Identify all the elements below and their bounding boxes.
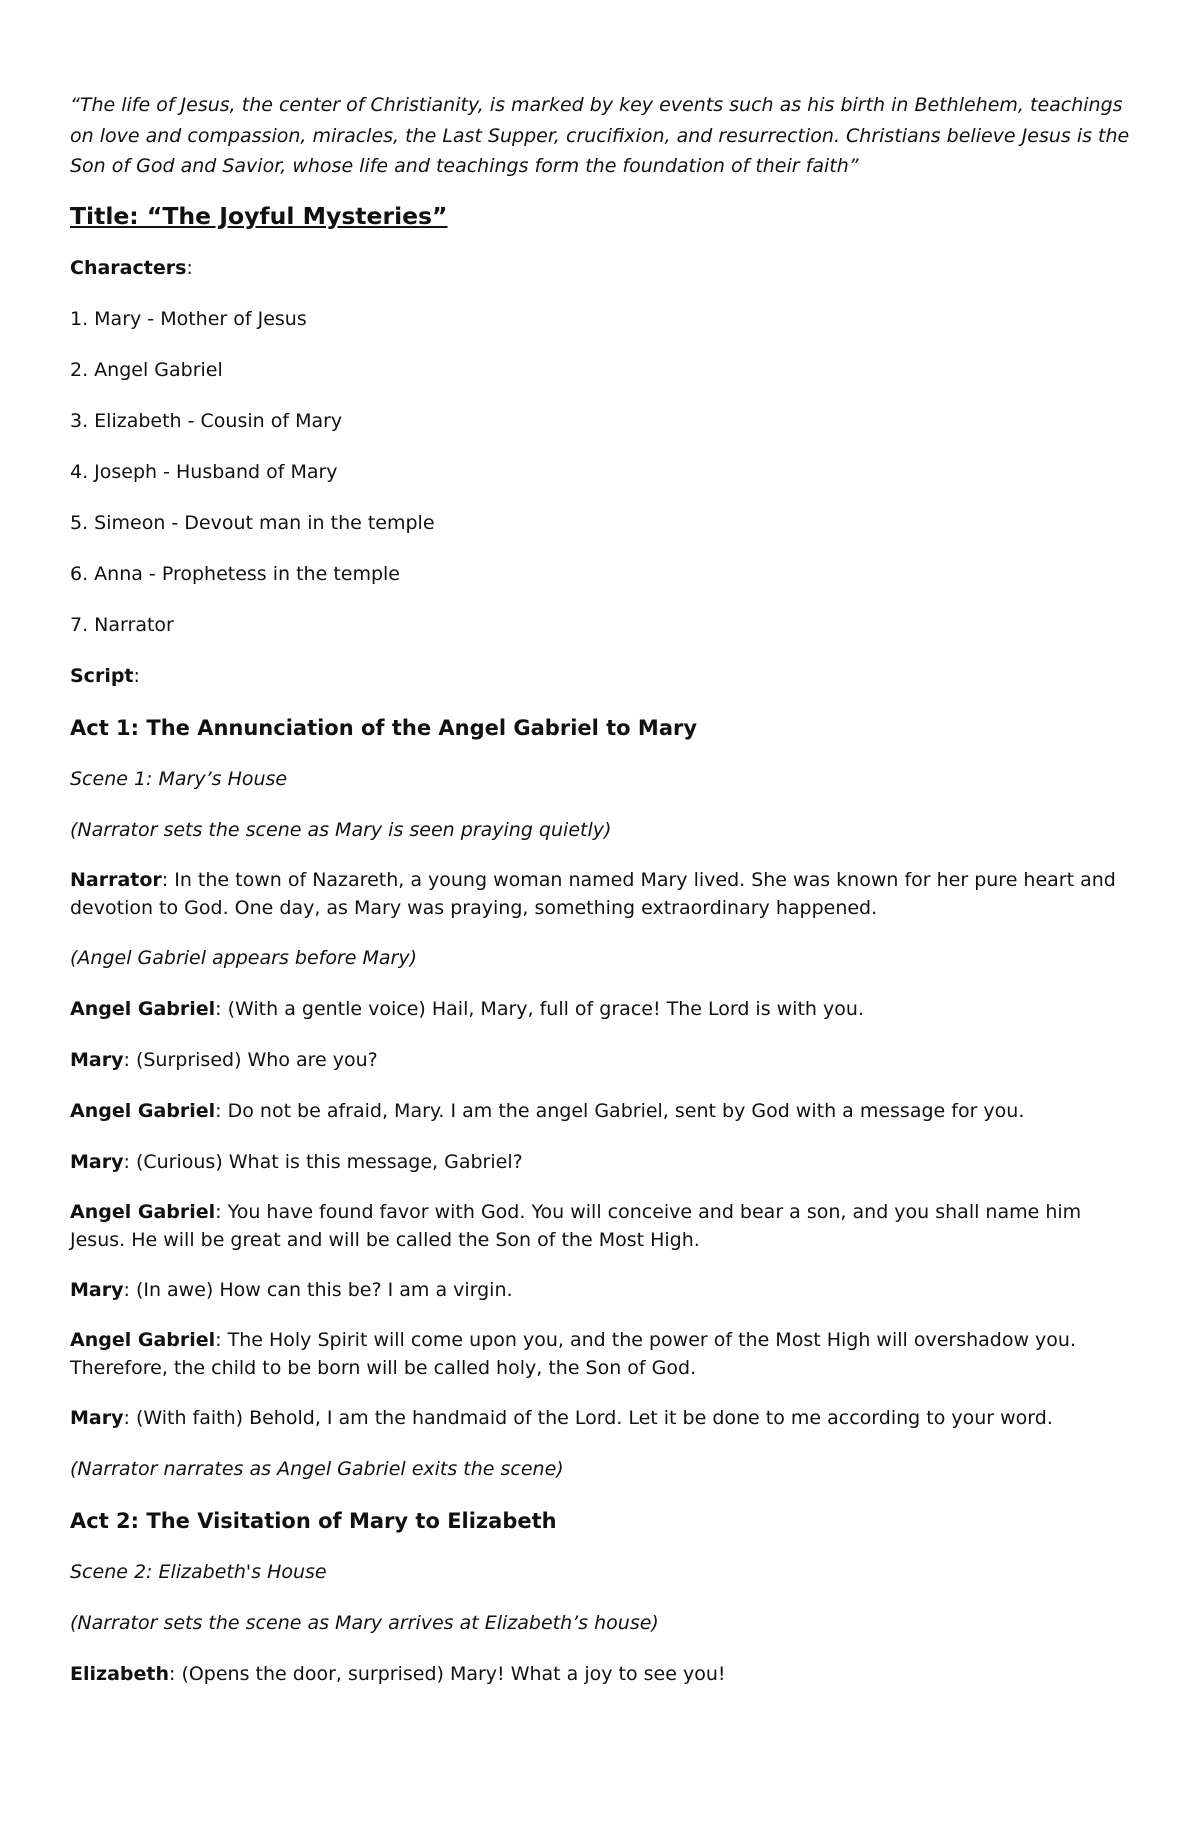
speaker-name: Angel Gabriel [70,1200,216,1223]
speaker-name: Mary [70,1278,124,1301]
script-label: Script [70,664,134,687]
act-2-heading: Act 2: The Visitation of Mary to Elizabeth [70,1508,557,1533]
character-item: 2. Angel Gabriel [70,358,223,381]
dialogue-line: Mary: (Curious) What is this message, Gabriel? [70,1150,523,1173]
dialogue-line: Angel Gabriel: The Holy Spirit will come upon you, and the power of the Most High will overshadow you. Therefore, the child to be born will be called holy, the Son of God. [70,1328,1077,1379]
dialogue-text: In the town of Nazareth, a young woman named Mary lived. She was known for her pure heart and devotion to God. One day, as Mary was praying, something extraordinary happened. [70,868,1116,919]
act-1-heading: Act 1: The Annunciation of the Angel Gabriel to Mary [70,715,698,740]
characters-label: Characters [70,256,187,279]
dialogue-line: Mary: (Surprised) Who are you? [70,1048,378,1071]
speaker-name: Angel Gabriel [70,997,216,1020]
speaker-name: Elizabeth [70,1662,169,1685]
dialogue-text: (Opens the door, surprised) Mary! What a joy to see you! [181,1662,726,1685]
dialogue-line: Mary: (In awe) How can this be? I am a virgin. [70,1278,513,1301]
stage-direction: (Angel Gabriel appears before Mary) [70,946,418,969]
dialogue-text: (Surprised) Who are you? [135,1048,378,1071]
scene-2-heading: Scene 2: Elizabeth's House [70,1560,327,1583]
speaker-name: Angel Gabriel [70,1099,216,1122]
dialogue-line: Narrator: In the town of Nazareth, a young woman named Mary lived. She was known for her pure heart and devotion to God. One day, as Mary was praying, something extraordinary happened. [70,868,1116,919]
stage-direction: (Narrator sets the scene as Mary arrives at Elizabeth’s house) [70,1611,659,1634]
character-item: 7. Narrator [70,613,174,636]
speaker-name: Angel Gabriel [70,1328,216,1351]
scene-1-heading: Scene 1: Mary’s House [70,767,288,790]
play-title: Title: “The Joyful Mysteries” [70,201,448,230]
stage-direction: (Narrator sets the scene as Mary is seen praying quietly) [70,818,612,841]
dialogue-text: Do not be afraid, Mary. I am the angel Gabriel, sent by God with a message for you. [227,1099,1025,1122]
document-page [70,90,1130,1710]
dialogue-text: (In awe) How can this be? I am a virgin. [135,1278,513,1301]
speaker-name: Mary [70,1406,124,1429]
character-item: 6. Anna - Prophetess in the temple [70,562,400,585]
dialogue-line: Angel Gabriel: You have found favor with God. You will conceive and bear a son, and you shall name him Jesus. He will be great and will be called the Son of the Most High. [70,1200,1082,1251]
dialogue-text: (Curious) What is this message, Gabriel? [135,1150,523,1173]
dialogue-line: Angel Gabriel: Do not be afraid, Mary. I am the angel Gabriel, sent by God with a message for you. [70,1099,1025,1122]
character-item: 5. Simeon - Devout man in the temple [70,511,435,534]
dialogue-text: The Holy Spirit will come upon you, and the power of the Most High will overshadow you. Therefore, the child to be born will be called holy, the Son of God. [70,1328,1077,1379]
character-item: 4. Joseph - Husband of Mary [70,460,338,483]
dialogue-line: Elizabeth: (Opens the door, surprised) Mary! What a joy to see you! [70,1662,726,1685]
speaker-name: Mary [70,1048,124,1071]
dialogue-line: Angel Gabriel: (With a gentle voice) Hail, Mary, full of grace! The Lord is with you. [70,997,864,1020]
speaker-name: Narrator [70,868,162,891]
character-item: 1. Mary - Mother of Jesus [70,307,307,330]
dialogue-line: Mary: (With faith) Behold, I am the handmaid of the Lord. Let it be done to me according to your word. [70,1406,1053,1429]
dialogue-text: (With a gentle voice) Hail, Mary, full of grace! The Lord is with you. [227,997,864,1020]
characters-heading: Characters: [70,256,193,279]
intro-quote: “The life of Jesus, the center of Christianity, is marked by key events such as his birth in Bethlehem, teachings on love and compassion, miracles, the Last Supper, crucifixion, and resurrection. Christians believe Jesus is the Son of God and Savior, whose life and teachings form the foundation of their faith” [70,94,1130,177]
dialogue-text: (With faith) Behold, I am the handmaid of the Lord. Let it be done to me according to your word. [135,1406,1053,1429]
dialogue-text: You have found favor with God. You will conceive and bear a son, and you shall name him Jesus. He will be great and will be called the Son of the Most High. [70,1200,1082,1251]
script-heading: Script: [70,664,140,687]
stage-direction: (Narrator narrates as Angel Gabriel exits the scene) [70,1457,564,1480]
character-item: 3. Elizabeth - Cousin of Mary [70,409,343,432]
speaker-name: Mary [70,1150,124,1173]
